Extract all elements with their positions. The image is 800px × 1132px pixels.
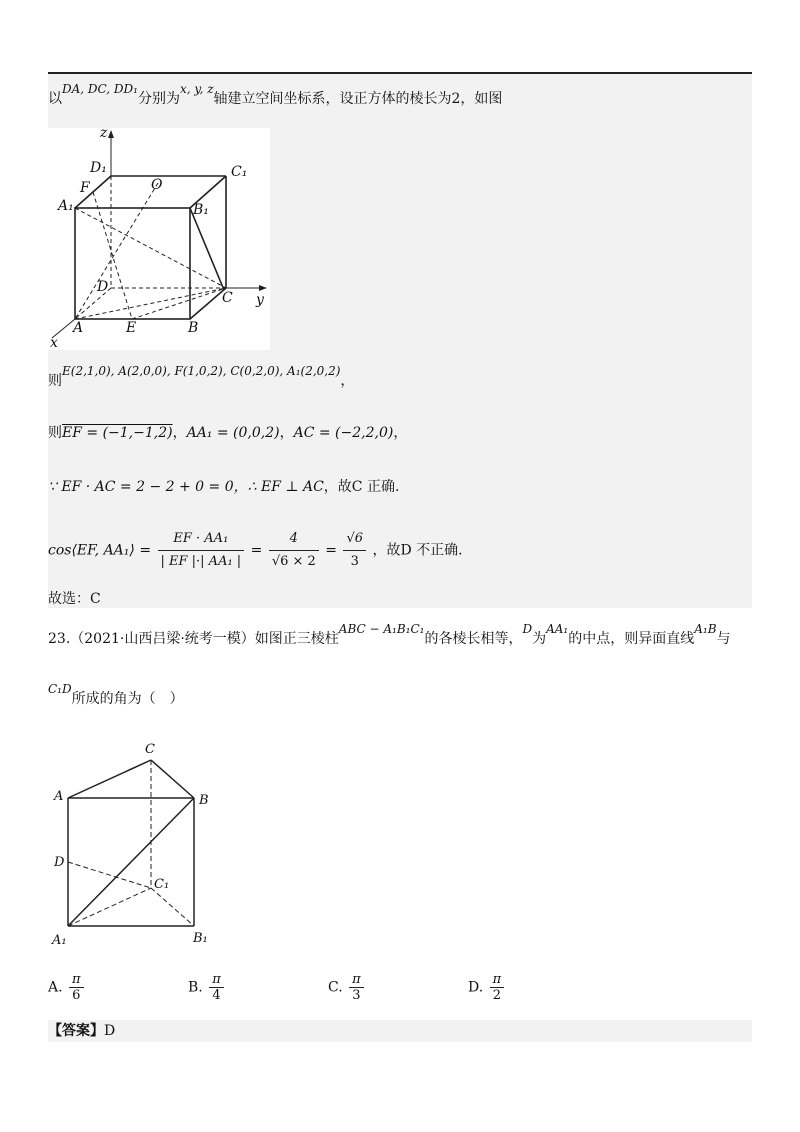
answer-panel: [48, 1020, 752, 1042]
prism-label-B1: B₁: [193, 931, 208, 946]
label-y: y: [256, 292, 264, 308]
coords-line: 则E(2,1,0), A(2,0,0), F(1,0,2), C(0,2,0), A₁(2,0,2)，: [48, 364, 355, 389]
question-number: 23.: [48, 631, 71, 647]
prism-label-A: A: [54, 789, 64, 804]
xyz-vars: x, y, z: [179, 82, 214, 96]
cosine-line: cos⟨EF, AA₁⟩ = $\frac{\text{EF · AA₁}}{\text{| EF |·| AA₁ |}}$ = $\frac{4}{√6 \times 2}$ = $\frac{√6}{3}$ ，故D 不正确.: [48, 528, 463, 573]
axes-vars: DA, DC, DD₁: [62, 82, 138, 96]
prism-label-D: D: [54, 855, 65, 870]
answer-label: 【答案】: [48, 1023, 104, 1039]
label-D1: D₁: [90, 160, 107, 176]
cos-frac-3: $\frac{√6}{3}$: [343, 528, 366, 573]
label-C: C: [222, 290, 233, 306]
solution-intro: 以DA, DC, DD₁分别为x, y, z轴建立空间坐标系，设正方体的棱长为2，如图: [48, 82, 503, 107]
cube-diagram: [48, 128, 270, 350]
label-F: F: [80, 180, 90, 196]
prism-label-B: B: [199, 793, 209, 808]
cos-lhs: cos⟨EF, AA₁⟩ =: [48, 542, 152, 559]
vector-ac: AC = (−2,2,0): [293, 425, 394, 441]
option-c[interactable]: C. $\frac{\pi}{3}$: [328, 972, 366, 1003]
label-B1: B₁: [193, 202, 209, 218]
cos-frac-1: $\frac{\text{EF · AA₁}}{\text{| EF |·| AA₁ |}}$: [158, 528, 245, 573]
label-D: D: [97, 279, 109, 295]
option-b[interactable]: B. $\frac{\pi}{4}$: [188, 972, 226, 1003]
answer-line: [48, 1022, 115, 1040]
prism-diagram: [48, 736, 228, 950]
label-E: E: [126, 320, 137, 336]
question-stem: 23.（2021·山西吕梁·统考一模）如图正三棱柱ABC − A₁B₁C₁的各棱长相等，D为AA₁的中点，则异面直线A₁B与: [48, 622, 731, 647]
label-A: A: [73, 320, 84, 336]
dot-product-line: ∵ EF · AC = 2 − 2 + 0 = 0，∴ EF ⊥ AC，故C 正确.: [48, 479, 400, 495]
prism-label-C: C: [145, 742, 155, 757]
coords-values: E(2,1,0), A(2,0,0), F(1,0,2), C(0,2,0), A₁(2,0,2): [62, 364, 341, 378]
label-A1: A₁: [58, 198, 74, 214]
prism-figure: [48, 736, 228, 950]
label-C1: C₁: [231, 164, 248, 180]
prism-label-A1: A₁: [52, 933, 67, 948]
y-arrow-icon: [259, 285, 267, 291]
option-a[interactable]: A. $\frac{\pi}{6}$: [48, 972, 86, 1003]
label-B: B: [188, 320, 199, 336]
dot-product: ∵ EF · AC = 2 − 2 + 0 = 0，∴ EF ⊥ AC: [48, 479, 324, 495]
cube-figure: [48, 128, 270, 350]
solution-choice: 故选：C: [48, 591, 101, 607]
cos-frac-2: $\frac{4}{√6 \times 2}$: [269, 528, 319, 573]
vectors-line: 则EF = (−1,−1,2)，AA₁ = (0,0,2)，AC = (−2,2,0)，: [48, 425, 408, 441]
question-stem-2: C₁D所成的角为（ ）: [48, 682, 184, 707]
vector-ef: EF = (−1,−1,2): [62, 425, 173, 441]
label-x: x: [50, 335, 58, 350]
vector-aa1: AA₁ = (0,0,2): [186, 425, 280, 441]
option-d[interactable]: D. $\frac{\pi}{2}$: [468, 972, 506, 1003]
z-arrow-icon: [108, 130, 114, 138]
label-z: z: [100, 128, 108, 141]
answer-value: D: [104, 1023, 116, 1039]
prism-label-C1: C₁: [154, 877, 170, 892]
label-O: O: [151, 177, 163, 193]
